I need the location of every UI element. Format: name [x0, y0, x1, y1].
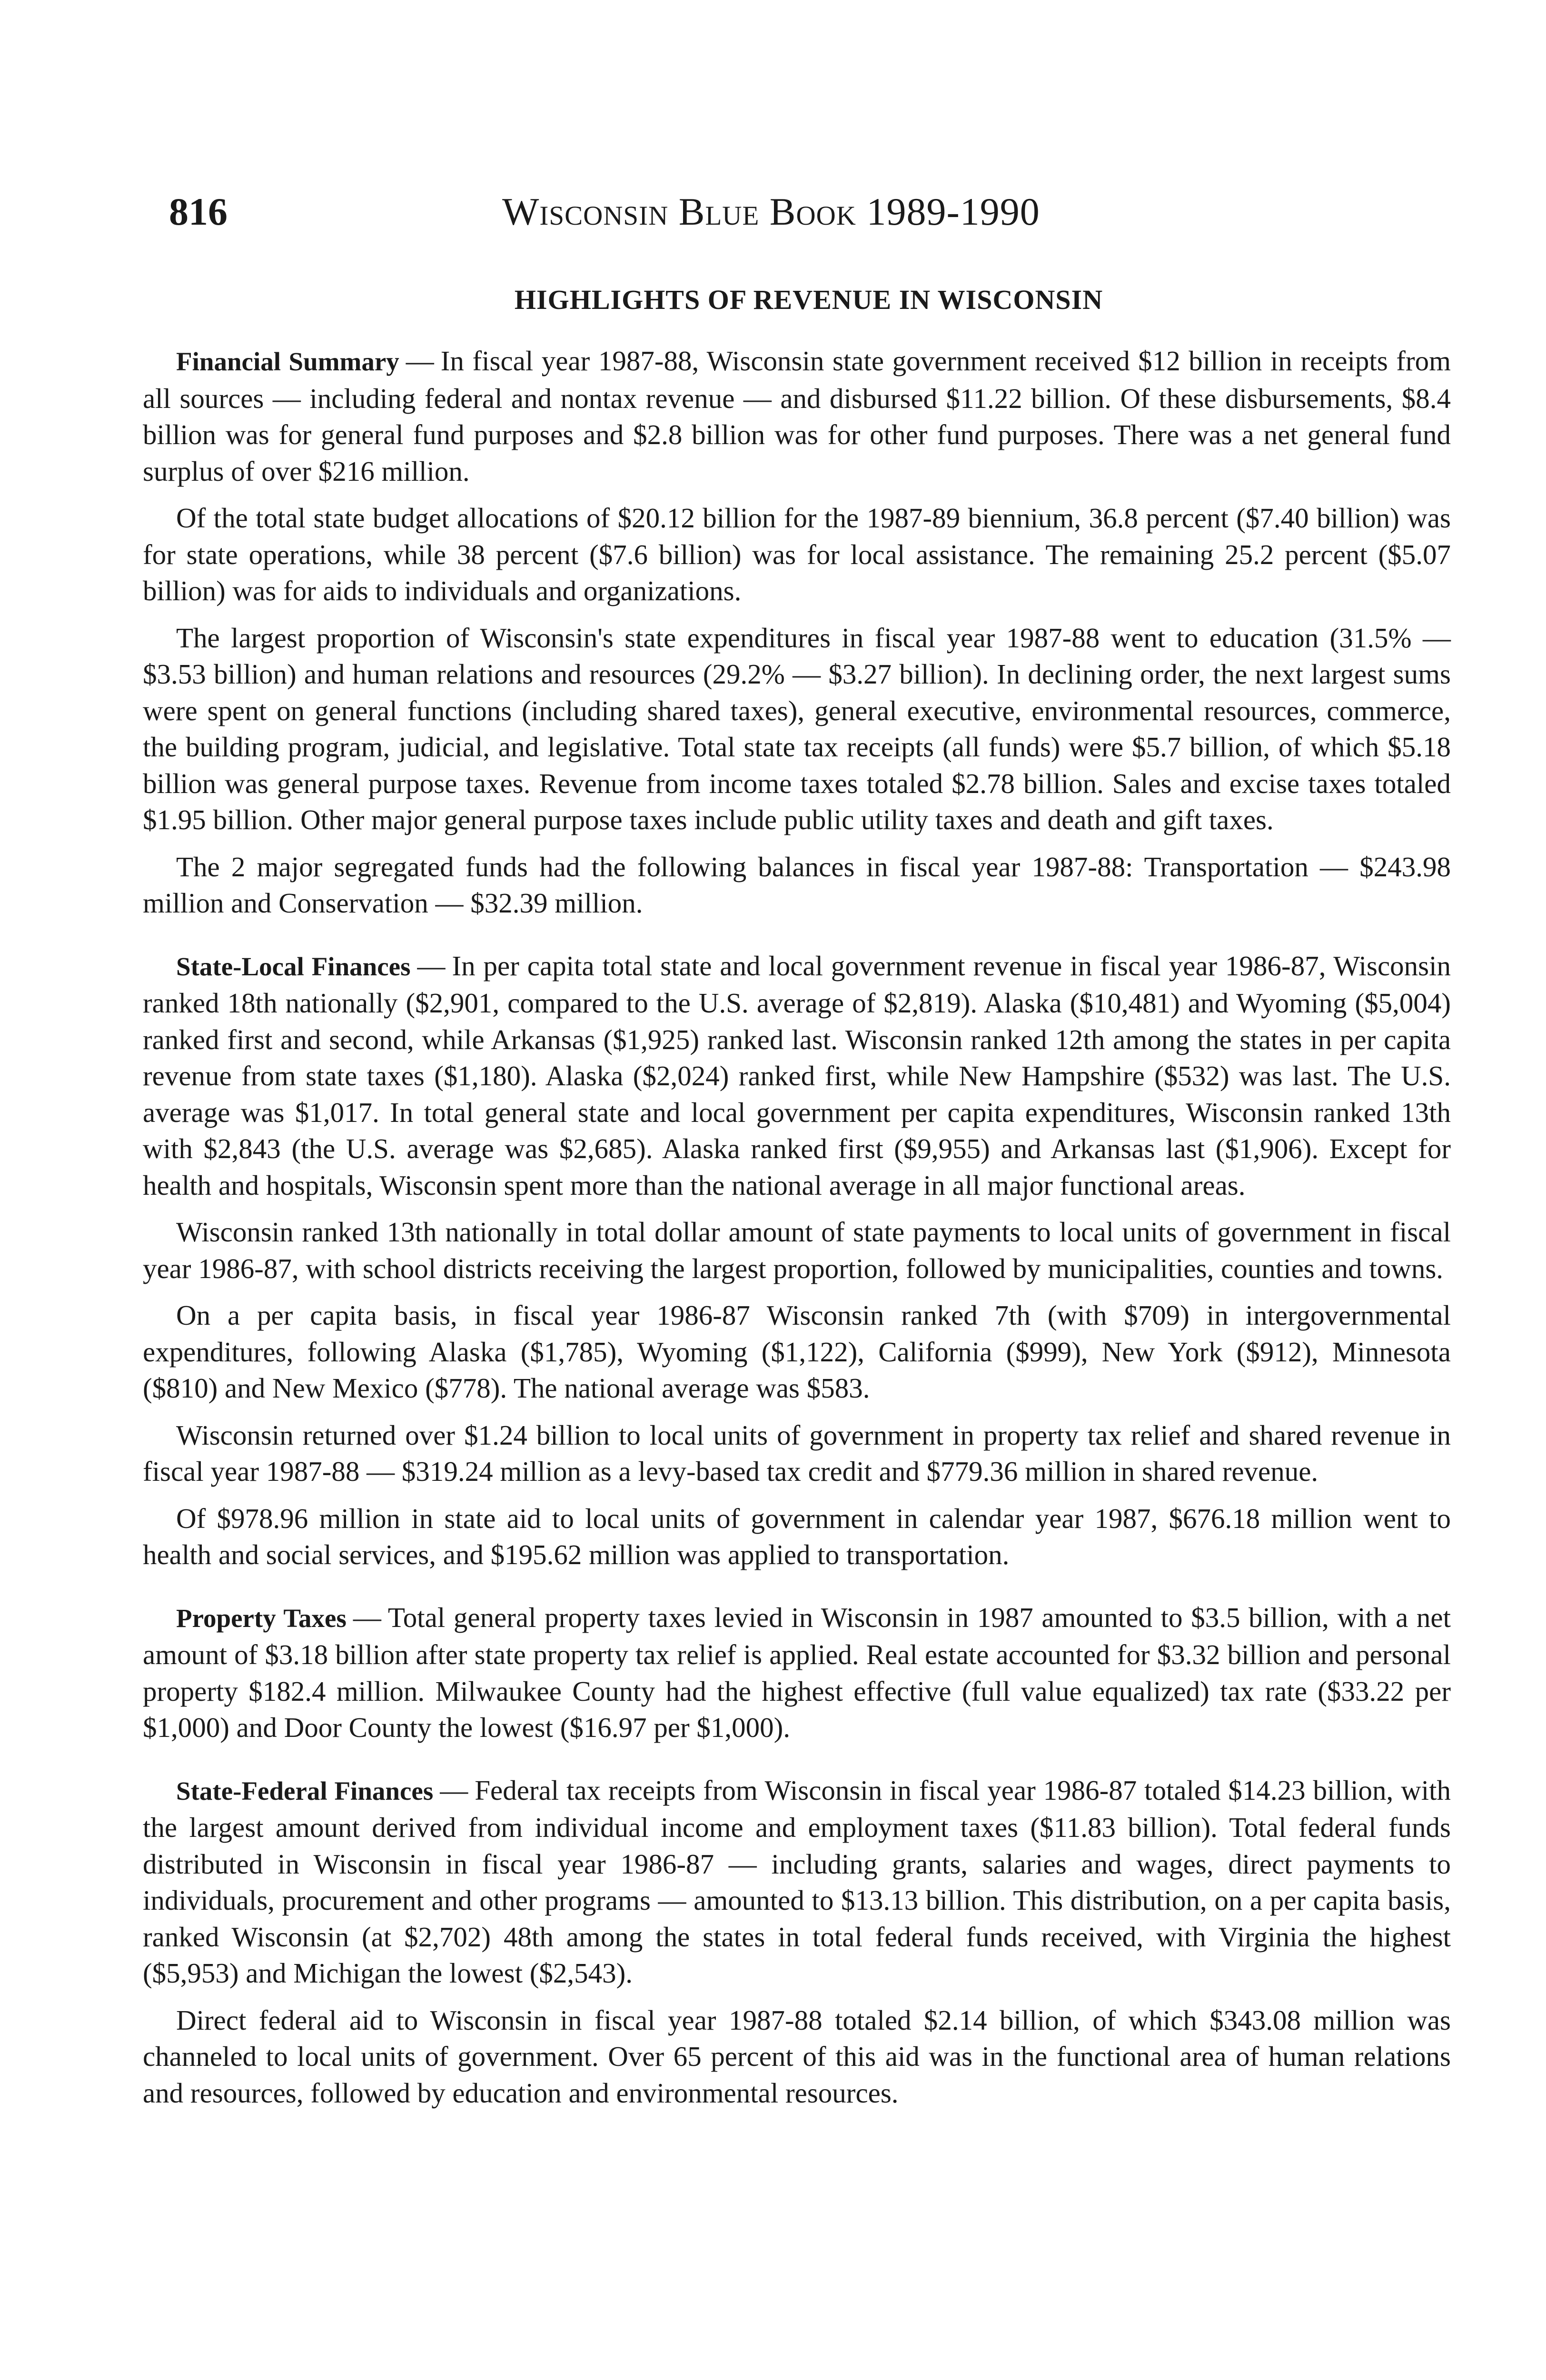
paragraph: Of $978.96 million in state aid to local units of government in calendar year 1987, $676.18 million went to health and social services, and $195.62 million was applied to transportation.	[143, 1502, 1451, 1570]
state-federal-heading: State-Federal Finances	[176, 1776, 434, 1805]
paragraph: The largest proportion of Wisconsin's state expenditures in fiscal year 1987-88 went to education (31.5% — $3.53 billion) and human relations and resources (29.2% — $3.27 billion). In declining order, the next largest sums were spent on general functions (including shared taxes), general executive, environmental resources, commerce, the building program, judicial, and legislative. Total state tax receipts (all funds) were $5.7 billion, of which $5.18 billion was general purpose taxes. Revenue from income taxes totaled $2.78 billion. Sales and excise taxes totaled $1.95 billion. Other major general purpose taxes include public utility taxes and death and gift taxes.	[143, 622, 1451, 835]
financial-summary-paragraph	[143, 343, 1451, 489]
property-taxes-paragraph	[143, 1599, 1451, 1746]
paragraph: Of the total state budget allocations of $20.12 billion for the 1987-89 biennium, 36.8 percent ($7.40 billion) was for state operations, while 38 percent ($7.6 billion) was for local assistance. The remaining 25.2 percent ($5.07 billion) was for aids to individuals and organizations.	[143, 502, 1451, 606]
heading-dash: —	[417, 950, 446, 982]
state-local-paragraph	[143, 948, 1451, 1204]
article-body	[143, 343, 1451, 2122]
heading-dash: —	[440, 1774, 468, 1806]
page-number: 816	[169, 190, 228, 233]
financial-summary-heading: Financial Summary	[176, 347, 399, 376]
property-taxes-text: Total general property taxes levied in Wisconsin in 1987 amounted to $3.5 billion, with a net amount of $3.18 billion after state property tax relief is applied. Real estate accounted for $3.32 billion and personal property $182.4 million. Milwaukee County had the highest effective (full value equalized) tax rate ($33.22 per $1,000) and Door County the lowest ($16.97 per $1,000).	[143, 1601, 1451, 1743]
state-federal-text: Federal tax receipts from Wisconsin in fiscal year 1986-87 totaled $14.23 billion, with the largest amount derived from individual income and employment taxes ($11.83 billion). Total federal funds distributed in Wisconsin in fiscal year 1986-87 — including grants, salaries and wages, direct payments to individuals, procurement and other programs — amounted to $13.13 billion. This distribution, on a per capita basis, ranked Wisconsin (at $2,702) 48th among the states in total federal funds received, with Virginia the highest ($5,953) and Michigan the lowest ($2,543).	[143, 1774, 1451, 1989]
paragraph: Direct federal aid to Wisconsin in fiscal year 1987-88 totaled $2.14 billion, of which $343.08 million was channeled to local units of government. Over 65 percent of this aid was in the functional area of human relations and resources, followed by education and environmental resources.	[143, 2004, 1451, 2109]
section-title: HIGHLIGHTS OF REVENUE IN WISCONSIN	[514, 284, 1103, 315]
heading-dash: —	[406, 345, 434, 377]
paragraph: On a per capita basis, in fiscal year 1986-87 Wisconsin ranked 7th (with $709) in intergovernmental expenditures, following Alaska ($1,785), Wyoming ($1,122), California ($999), New York ($912), Minnesota ($810) and New Mexico ($778). The national average was $583.	[143, 1299, 1451, 1404]
property-taxes-heading: Property Taxes	[176, 1603, 347, 1633]
state-local-heading: State-Local Finances	[176, 952, 411, 981]
paragraph: The 2 major segregated funds had the following balances in fiscal year 1987-88: Transportation — $243.98 million and Conservation — $32.39 million.	[143, 851, 1451, 919]
paragraph: Wisconsin ranked 13th nationally in total dollar amount of state payments to local units of government in fiscal year 1986-87, with school districts receiving the largest proportion, followed by municipalities, counties and towns.	[143, 1216, 1451, 1284]
state-federal-paragraph	[143, 1772, 1451, 1992]
running-title: Wisconsin Blue Book 1989-1990	[502, 190, 1040, 233]
paragraph: Wisconsin returned over $1.24 billion to local units of government in property tax relief and shared revenue in fiscal year 1987-88 — $319.24 million as a levy-based tax credit and $779.36 million in shared revenue.	[143, 1419, 1451, 1487]
running-header	[169, 188, 1454, 240]
heading-dash: —	[353, 1601, 381, 1633]
financial-summary-text: In fiscal year 1987-88, Wisconsin state government received $12 billion in receipts from all sources — including federal and nontax revenue — and disbursed $11.22 billion. Of these disbursements, $8.4 billion was for general fund purposes and $2.8 billion was for other fund purposes. There was a net general fund surplus of over $216 million.	[143, 345, 1451, 487]
state-local-text: In per capita total state and local government revenue in fiscal year 1986-87, Wisconsin ranked 18th nationally ($2,901, compared to the U.S. average of $2,819). Alaska ($10,481) and Wyoming ($5,004) ranked first and second, while Arkansas ($1,925) ranked last. Wisconsin ranked 12th among the states in per capita revenue from state taxes ($1,180). Alaska ($2,024) ranked first, while New Hampshire ($532) was last. The U.S. average was $1,017. In total general state and local government per capita expenditures, Wisconsin ranked 13th with $2,843 (the U.S. average was $2,685). Alaska ranked first ($9,955) and Arkansas last ($1,906). Except for health and hospitals, Wisconsin spent more than the national average in all major functional areas.	[143, 950, 1451, 1201]
